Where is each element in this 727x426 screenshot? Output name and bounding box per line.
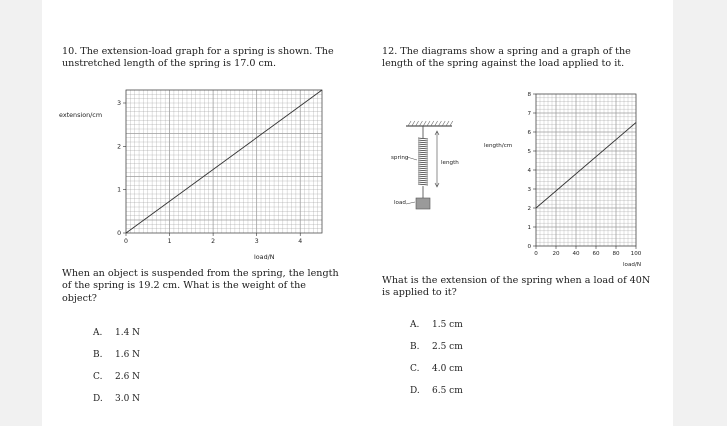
q12-spring-diagram xyxy=(388,118,488,218)
x-tick-label: 100 xyxy=(630,251,642,257)
load-mass-icon xyxy=(416,198,430,209)
y-tick-label: 1 xyxy=(117,186,121,194)
q10-option-c[interactable] xyxy=(93,372,140,382)
y-tick-label: 8 xyxy=(527,92,531,98)
option-letter: C. xyxy=(410,364,420,374)
left-margin xyxy=(0,0,42,426)
q12-stem: 12. The diagrams show a spring and a graph of the length of the spring against the load applied to it. xyxy=(382,46,631,70)
option-letter: C. xyxy=(93,372,103,382)
x-tick-label: 4 xyxy=(298,238,303,245)
option-letter: D. xyxy=(410,386,420,396)
spring-coil-icon xyxy=(418,138,428,185)
option-text: 4.0 cm xyxy=(432,364,463,374)
x-tick-label: 40 xyxy=(572,251,580,257)
q12-graph-line xyxy=(536,123,636,209)
option-text: 2.6 N xyxy=(115,372,141,382)
x-tick-label: 0 xyxy=(124,238,128,245)
option-letter: D. xyxy=(93,394,103,404)
option-letter: A. xyxy=(410,320,420,330)
option-text: 1.6 N xyxy=(115,350,141,360)
right-margin xyxy=(673,0,727,426)
ceiling-hatching xyxy=(408,121,453,126)
x-tick-label: 2 xyxy=(211,238,216,245)
q12-question: What is the extension of the spring when a load of 40N is applied to it? xyxy=(382,275,651,299)
option-letter: A. xyxy=(93,328,103,338)
spring-label: spring xyxy=(391,155,409,161)
q10-option-b[interactable] xyxy=(93,350,140,360)
y-tick-label: 6 xyxy=(527,130,531,136)
q10-extension-load-graph xyxy=(58,84,330,262)
q12-graph-axes xyxy=(533,94,636,249)
q10-question: When an object is suspended from the spring, the length of the spring is 19.2 cm. What is the weight of the object? xyxy=(62,268,339,304)
option-text: 1.4 N xyxy=(115,328,141,338)
x-tick-label: 20 xyxy=(552,251,560,257)
option-letter: B. xyxy=(93,350,103,360)
x-tick-label: 3 xyxy=(254,238,259,245)
q12-option-a[interactable] xyxy=(410,320,463,330)
x-tick-label: 0 xyxy=(534,251,538,257)
y-tick-label: 4 xyxy=(527,168,531,174)
q12-option-d[interactable] xyxy=(410,386,463,396)
q10-graph-line xyxy=(126,90,322,233)
x-tick-label: 60 xyxy=(592,251,600,257)
y-tick-label: 2 xyxy=(117,143,121,151)
q10-option-a[interactable] xyxy=(93,328,140,338)
y-tick-label: 7 xyxy=(527,111,531,117)
x-tick-label: 80 xyxy=(612,251,620,257)
q10-graph-xlabel: load/N xyxy=(254,253,275,261)
q12-length-load-graph xyxy=(478,80,660,270)
option-text: 3.0 N xyxy=(115,394,141,404)
y-tick-label: 3 xyxy=(117,100,121,107)
y-tick-label: 0 xyxy=(117,230,121,237)
option-letter: B. xyxy=(410,342,420,352)
x-tick-label: 1 xyxy=(167,238,172,245)
y-tick-label: 5 xyxy=(527,149,531,155)
q10-graph-ylabel: extension/cm xyxy=(59,111,103,119)
y-tick-label: 2 xyxy=(527,206,531,212)
option-text: 1.5 cm xyxy=(432,320,463,330)
q10-option-d[interactable] xyxy=(93,394,140,404)
option-text: 6.5 cm xyxy=(432,386,463,396)
q12-option-c[interactable] xyxy=(410,364,463,374)
q12-graph-ylabel: length/cm xyxy=(484,143,513,149)
q10-stem: 10. The extension-load graph for a spring is shown. The unstretched length of the spring is 17.0 cm. xyxy=(62,46,334,70)
q12-graph-grid xyxy=(536,94,636,246)
load-label: load xyxy=(394,200,406,206)
y-tick-label: 1 xyxy=(527,225,531,231)
option-text: 2.5 cm xyxy=(432,342,463,352)
y-tick-label: 3 xyxy=(527,187,531,193)
length-label: length xyxy=(441,160,459,166)
y-tick-label: 0 xyxy=(527,244,531,250)
q12-graph-xlabel: load/N xyxy=(623,262,642,268)
q12-option-b[interactable] xyxy=(410,342,463,352)
